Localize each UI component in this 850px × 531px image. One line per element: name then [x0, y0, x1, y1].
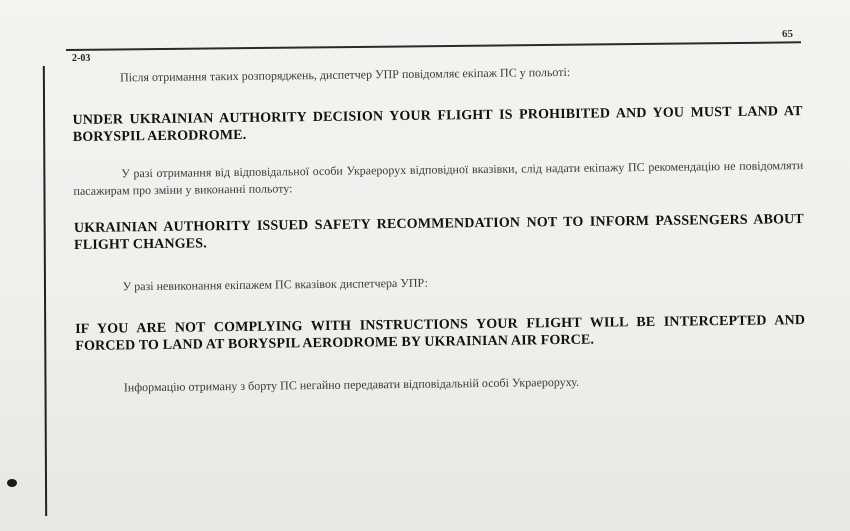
left-margin-rule: [43, 66, 47, 516]
margin-mark: [7, 479, 17, 487]
phraseology-prohibited-landing: UNDER UKRAINIAN AUTHORITY DECISION YOUR FLIGHT IS PROHIBITED AND YOU MUST LAND AT BORYSPIL AERODROME.: [72, 104, 803, 145]
document-body: [72, 61, 806, 397]
phraseology-safety-recommendation: UKRAINIAN AUTHORITY ISSUED SAFETY RECOMMENDATION NOT TO INFORM PASSENGERS ABOUT FLIGHT CHANGES.: [73, 212, 804, 253]
phraseology-interception-warning: IF YOU ARE NOT COMPLYING WITH INSTRUCTIONS YOUR FLIGHT WILL BE INTERCEPTED AND FORCED TO LAND AT BORYSPIL AERODROME BY UKRAINIAN AIR FORCE.: [75, 313, 806, 354]
paragraph-intro: Після отримання таких розпоряджень, диспетчер УПР повідомляє екіпаж ПС у польоті:: [120, 64, 571, 85]
paragraph-noncompliance-note: У разі невиконання екіпажем ПС вказівок диспетчера УПР:: [122, 275, 429, 294]
header-rule: [66, 41, 801, 51]
page-number: 65: [782, 28, 793, 40]
paragraph-information-transfer: Інформацію отриману з борту ПС негайно передавати відповідальній особі Украероруху.: [123, 374, 580, 395]
paragraph-safety-recommendation-note: У разі отримання від відповідальної особи Украерорух відповідної вказівки, слід надати екіпажу ПС рекомендацію не повідомляти пасажирам про зміни у виконанні польоту:: [73, 158, 804, 198]
section-code: 2-03: [72, 53, 91, 64]
